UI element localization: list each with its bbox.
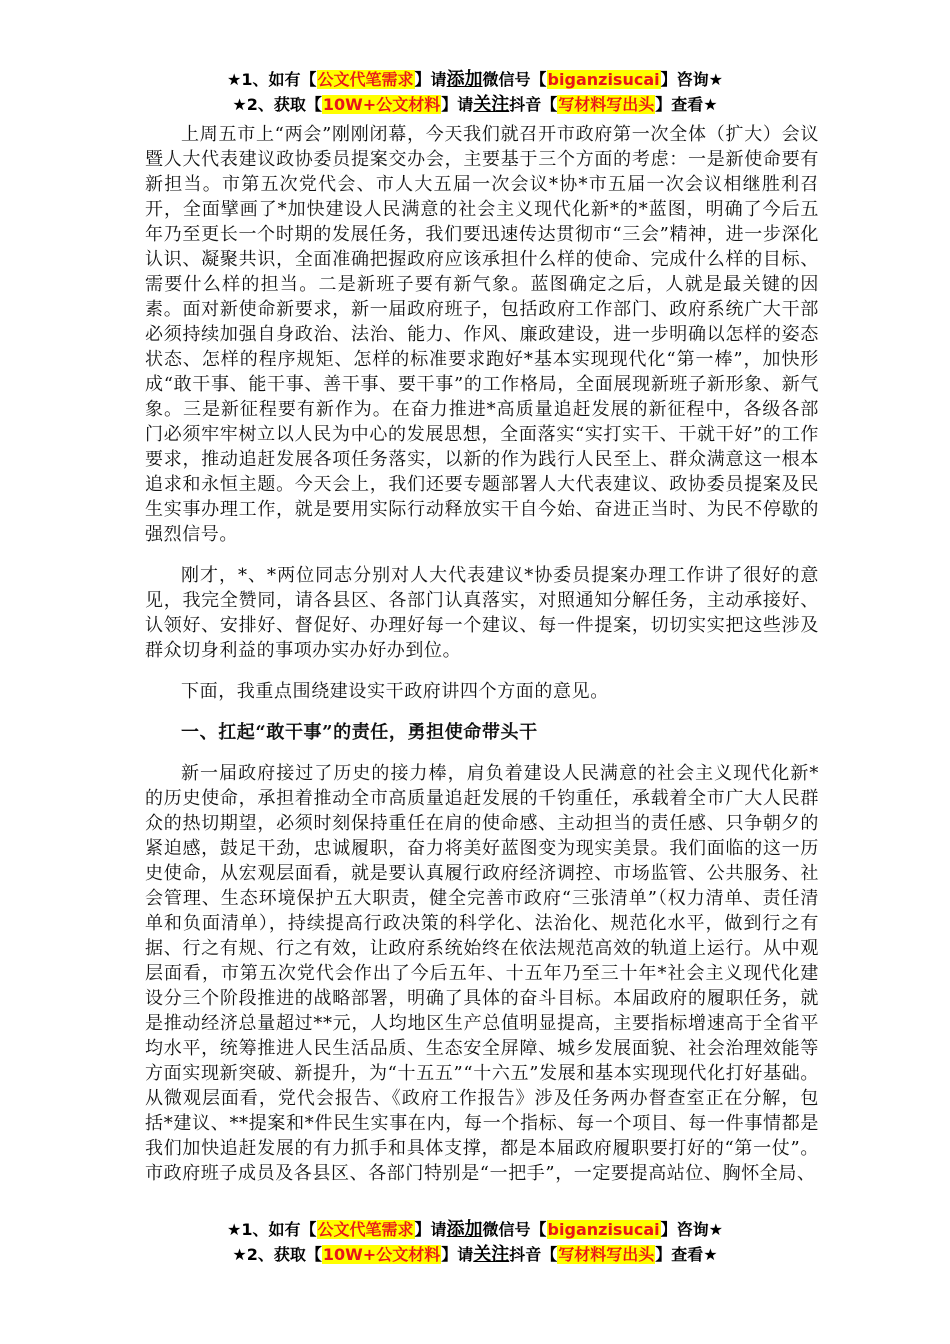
banner-text: 】咨询★ bbox=[660, 70, 723, 89]
star-icon: ★ bbox=[227, 1220, 242, 1239]
star-icon: ★ bbox=[232, 95, 247, 114]
emphasis-add: 添加 bbox=[446, 69, 483, 90]
banner-text: 2、获取【 bbox=[246, 1245, 322, 1264]
banner-text: 1、如有【 bbox=[241, 70, 317, 89]
banner-text: 】请 bbox=[414, 1220, 447, 1239]
banner-text: 1、如有【 bbox=[241, 1220, 317, 1239]
banner-text: 】请 bbox=[441, 1245, 474, 1264]
highlight-ghostwriting: 公文代笔需求 bbox=[317, 70, 414, 89]
banner-text: 】咨询★ bbox=[660, 1220, 723, 1239]
highlight-materials: 10W+公文材料 bbox=[322, 1245, 441, 1264]
paragraph-intro: 上周五市上“两会”刚刚闭幕，今天我们就召开市政府第一次全体（扩大）会议暨人大代表建议政协委员提案交办会，主要基于三个方面的考虑：一是新使命要有新担当。市第五次党代会、市人大五届一次会议*协*市五届一次会议相继胜利召开，全面擘画了*加快建设人民满意的社会主义现代化新*的*蓝图，明确了今后五年乃至更长一个时期的发展任务，我们要迅速传达贯彻市“三会”精神，进一步深化认识、凝聚共识，全面准确把握政府应该承担什么样的使命、完成什么样的目标、需要什么样的担当。二是新班子要有新气象。蓝图确定之后，人就是最关键的因素。面对新使命新要求，新一届政府班子，包括政府工作部门、政府系统广大干部必须持续加强自身政治、法治、能力、作风、廉政建设，进一步明确以怎样的姿态状态、怎样的程序规矩、怎样的标准要求跑好*基本实现现代化“第一棒”，加快形成“敢干事、能干事、善干事、要干事”的工作格局，全面展现新班子新形象、新气象。三是新征程要有新作为。在奋力推进*高质量追赶发展的新征程中，各级各部门必须牢牢树立以人民为中心的发展思想，全面落实“实打实干、干就干好”的工作要求，推动追赶发展各项任务落实，以新的作为践行人民至上、群众满意这一根本追求和永恒主题。今天会上，我们还要专题部署人大代表建议、政协委员提案及民生实事办理工作，就是要用实际行动释放实干自今始、奋进正当时、为民不停歇的强烈信号。 bbox=[145, 124, 819, 545]
banner-text: 】查看★ bbox=[655, 1245, 718, 1264]
banner-text: 】请 bbox=[441, 95, 474, 114]
emphasis-follow: 关注 bbox=[473, 1244, 510, 1265]
highlight-douyin: 写材料写出头 bbox=[558, 95, 655, 114]
header-banner-line-1 bbox=[0, 68, 950, 92]
footer-banner-line-2 bbox=[0, 1243, 950, 1267]
highlight-wechat-id: biganzisucai bbox=[547, 1220, 660, 1239]
banner-text: 抖音【 bbox=[509, 95, 558, 114]
star-icon: ★ bbox=[232, 1245, 247, 1264]
paragraph-section-1: 新一届政府接过了历史的接力棒，肩负着建设人民满意的社会主义现代化新*的历史使命，承担着推动全市高质量追赶发展的千钧重任，承载着全市广大人民群众的热切期望，必须时刻保持重任在肩的使命感、主动担当的责任感、只争朝夕的紧迫感，鼓足干劲，忠诚履职，奋力将美好蓝图变为现实美景。我们面临的这一历史使命，从宏观层面看，就是要认真履行政府经济调控、市场监管、公共服务、社会管理、生态环境保护五大职责，健全完善市政府“三张清单”（权力清单、责任清单和负面清单），持续提高行政决策的科学化、法治化、规范化水平，做到行之有据、行之有规、行之有效，让政府系统始终在依法规范高效的轨道上运行。从中观层面看，市第五次党代会作出了今后五年、十五年乃至三十年*社会主义现代化建设分三个阶段推进的战略部署，明确了具体的奋斗目标。本届政府的履职任务，就是推动经济总量超过**元，人均地区生产总值明显提高，主要指标增速高于全省平均水平，统筹推进人民生活品质、生态安全屏障、城乡发展面貌、社会治理效能等方面实现新突破、新提升，为“十五五”“十六五”发展和基本实现现代化打好基础。从微观层面看，党代会报告、《政府工作报告》涉及任务两办督查室正在分解，包括*建议、**提案和*件民生实事在内，每一个指标、每一个项目、每一件事情都是我们加快追赶发展的有力抓手和具体支撑，都是本届政府履职要打好的“第一仗”。市政府班子成员及各县区、各部门特别是“一把手”，一定要提高站位、胸怀全局、 bbox=[145, 763, 819, 1184]
banner-text: 】请 bbox=[414, 70, 447, 89]
banner-text: 】查看★ bbox=[655, 95, 718, 114]
banner-text: 抖音【 bbox=[509, 1245, 558, 1264]
paragraph-endorsement: 刚才，*、*两位同志分别对人大代表建议*协委员提案办理工作讲了很好的意见，我完全赞同，请各县区、各部门认真落实，对照通知分解任务，主动承接好、认领好、安排好、督促好、办理好每一个建议、每一件提案，切切实实把这些涉及群众切身利益的事项办实办好办到位。 bbox=[145, 565, 819, 661]
header-banner-line-2 bbox=[0, 93, 950, 117]
highlight-wechat-id: biganzisucai bbox=[547, 70, 660, 89]
footer-banner-line-1 bbox=[0, 1218, 950, 1242]
document-body bbox=[145, 122, 819, 1186]
banner-text: 微信号【 bbox=[482, 70, 547, 89]
banner-text: 微信号【 bbox=[482, 1220, 547, 1239]
emphasis-add: 添加 bbox=[446, 1219, 483, 1240]
highlight-douyin: 写材料写出头 bbox=[558, 1245, 655, 1264]
emphasis-follow: 关注 bbox=[473, 94, 510, 115]
banner-text: 2、获取【 bbox=[246, 95, 322, 114]
highlight-ghostwriting: 公文代笔需求 bbox=[317, 1220, 414, 1239]
star-icon: ★ bbox=[227, 70, 242, 89]
highlight-materials: 10W+公文材料 bbox=[322, 95, 441, 114]
paragraph-outline: 下面，我重点围绕建设实干政府讲四个方面的意见。 bbox=[181, 681, 609, 702]
section-heading: 一、扛起“敢干事”的责任，勇担使命带头干 bbox=[181, 722, 538, 743]
